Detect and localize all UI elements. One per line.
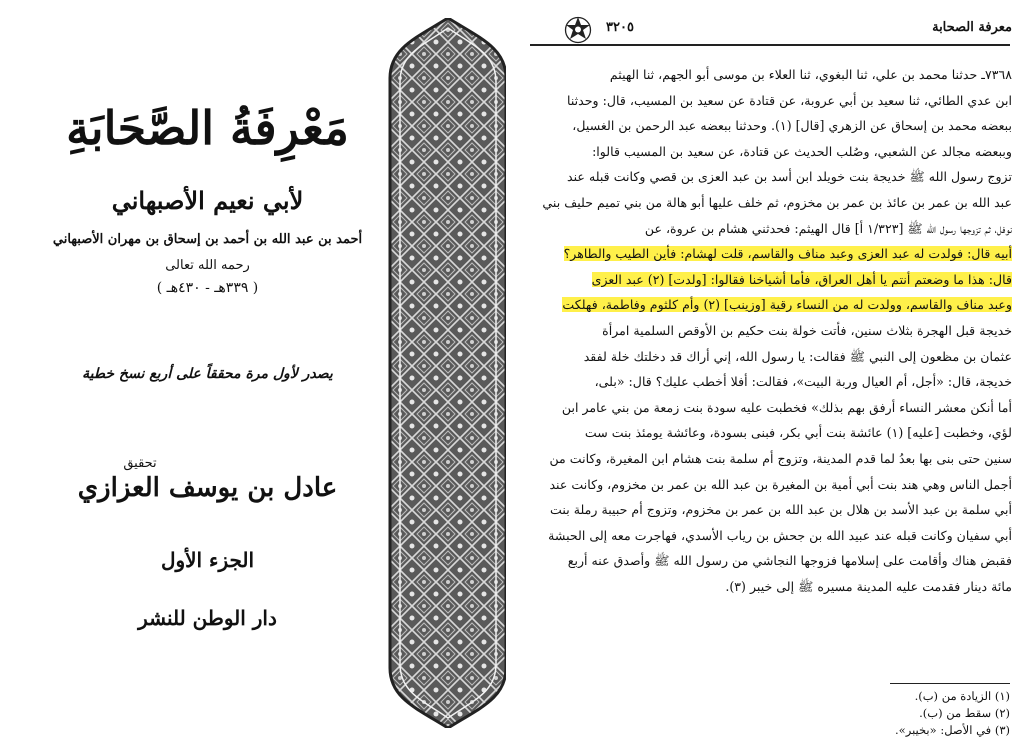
- title-page: [0, 0, 510, 749]
- line-text: مائة دينار فقدمت عليه المدينة مسيره ﷺ إلى خيبر (٣).: [725, 578, 1012, 594]
- text-page: [520, 0, 1020, 749]
- book-title: مَعْرِفَةُ الصَّحَابَةِ: [66, 101, 349, 155]
- tahqiq-label: تحقيق: [123, 456, 157, 471]
- edition-note: يصدر لأول مرة محققاً على أربع نسخ خطية: [82, 366, 333, 382]
- author-full-name: أحمد بن عبد الله بن أحمد بن إسحاق بن مهران الأصبهاني: [52, 232, 363, 247]
- line-text: ببعضه محمد بن إسحاق عن الزهري [قال] (١). وحدثنا ببعضه عبد الرحمن بن الغسيل،: [572, 118, 1012, 134]
- text-line: [530, 318, 1012, 344]
- line-text: لؤي، وخطبت [عليه] (١) عائشة بنت أبي بكر، فبنى بسودة، وعائشة يومئذ بنت ست: [584, 425, 1012, 441]
- line-text: أجمل الناس وهي هند بنت أبي أمية بن المغيرة بن عبد الله بن عمر بن مخزوم، وكانت عند: [549, 476, 1012, 492]
- page-number: ٣٢٠٥: [606, 20, 634, 35]
- editor-name: عادل بن يوسف العزازي: [77, 473, 338, 503]
- highlighted-text: أبيه قال: فولدت له عبد العزى وعبد مناف والقاسم، قلت لهشام: فأين الطيب والطاهر؟: [563, 246, 1012, 262]
- title-block: [30, 18, 385, 728]
- text-line: [530, 369, 1012, 395]
- footnote: (٢) سقط من (ب).: [919, 706, 1010, 720]
- line-text: عثمان بن مظعون إلى النبي ﷺ فقالت: يا رسول الله، إني أراك قد دخلتك خلة لفقد: [583, 348, 1012, 364]
- text-line: [530, 113, 1012, 139]
- line-text: عبد الله بن عمر بن عائذ بن عمر بن مخزوم، ثم خلف عليها أبو هالة من بني تميم حليف بني: [542, 194, 1012, 210]
- body-text: [530, 62, 1012, 599]
- line-text: ٧٣٦٨ـ حدثنا محمد بن علي، ثنا البغوي، ثنا العلاء بن موسى أبو الجهم، ثنا الهيثم: [609, 67, 1012, 82]
- line-text: خديجة، قال: «أجل، أم العيال وربة البيت»، فقالت: أفلا أخطب عليك؟ قال: «بلى،: [594, 374, 1012, 390]
- text-line: [530, 216, 1012, 242]
- line-text: تزوج رسول الله ﷺ خديجة بنت خويلد ابن أسد بن عبد العزى بن قصي وكانت قبله عند: [567, 169, 1012, 185]
- header-rule: [530, 44, 1010, 46]
- line-text: وببعضه مجالد عن الشعبي، وصُلب الحديث عن قتادة، عن سعيد بن المسيب قالوا:: [592, 143, 1012, 159]
- author-name: لأبي نعيم الأصبهاني: [111, 186, 304, 215]
- text-line: [530, 446, 1012, 472]
- mercy-phrase: رحمه الله تعالى: [165, 258, 250, 273]
- text-line: [530, 472, 1012, 498]
- highlighted-text: قال: هذا ما وضعتم أنتم يا أهل العراق، فأما أشياخنا فقالوا: [ولدت] (٢) عبد العزى: [591, 271, 1012, 287]
- text-line: [530, 139, 1012, 165]
- text-line: [530, 523, 1012, 549]
- text-line: [530, 420, 1012, 446]
- line-text: أبي سفيان وكانت قبله عند عبيد الله بن جحش بن رياب الأسدي، فهاجرت معه إلى الحبشة: [548, 527, 1012, 543]
- text-line: [530, 395, 1012, 421]
- footnote: (٣) في الأصل: «بخيبر».: [895, 723, 1010, 737]
- highlighted-text: وعبد مناف والقاسم، وولدت له من النساء رقية [وزينب] (٢) وأم كلثوم وفاطمة، فهلكت: [562, 297, 1012, 313]
- line-text: سنين حتى بنى بها بعدُ لما قدم المدينة، وتزوج أم سلمة بنت هشام ابن المغيرة، وكانت من: [549, 450, 1012, 466]
- text-line: [530, 548, 1012, 574]
- text-line: [530, 574, 1012, 600]
- volume-label: الجزء الأول: [160, 548, 255, 572]
- text-line: [530, 62, 1012, 88]
- line-text: ابن عدي الطائي، ثنا سعيد بن أبي عروبة، عن قتادة عن سعيد بن المسيب، قال: وحدثنا: [567, 92, 1012, 108]
- author-dates: ( ٣٣٩هـ - ٤٣٠هـ ): [156, 280, 259, 296]
- medallion-icon: [564, 16, 592, 44]
- line-text: نوفل، ثم تزوجها رسول الله ﷺ [١/٣٢٣ أ] قال الهيثم: فحدثني هشام بن عروة، عن: [644, 220, 1012, 236]
- line-text: أما أنكن معشر النساء أرفق بهم بذلك» فخطبت عليه سودة بنت زمعة من بني عامر ابن: [561, 399, 1012, 415]
- text-line: [530, 344, 1012, 370]
- footnotes: [710, 688, 1010, 739]
- text-line: [530, 267, 1012, 293]
- footnote: (١) الزيادة من (ب).: [914, 689, 1010, 703]
- footnote-rule: [890, 683, 1010, 684]
- running-title: معرفة الصحابة: [932, 20, 1012, 35]
- publisher-name: دار الوطن للنشر: [138, 606, 277, 630]
- text-line: [530, 241, 1012, 267]
- text-line: [530, 88, 1012, 114]
- line-text: فقبض هناك وأقامت على إسلامها فزوجها النجاشي من رسول الله ﷺ وأصدق عنه أربع: [567, 553, 1012, 569]
- line-text: أبي سلمة بن عبد الأسد بن هلال بن عبد الله بن عمر بن مخزوم، وتزوج أم حبيبة رملة بنت: [550, 502, 1012, 518]
- text-line: [530, 190, 1012, 216]
- text-line: [530, 497, 1012, 523]
- text-line: [530, 164, 1012, 190]
- running-head: [520, 14, 1020, 44]
- text-line: [530, 292, 1012, 318]
- line-text: خديجة قبل الهجرة بثلاث سنين، فأتت خولة بنت حكيم بن الأوقص السلمية امرأة: [602, 322, 1012, 338]
- arabesque-ornament: [388, 18, 506, 728]
